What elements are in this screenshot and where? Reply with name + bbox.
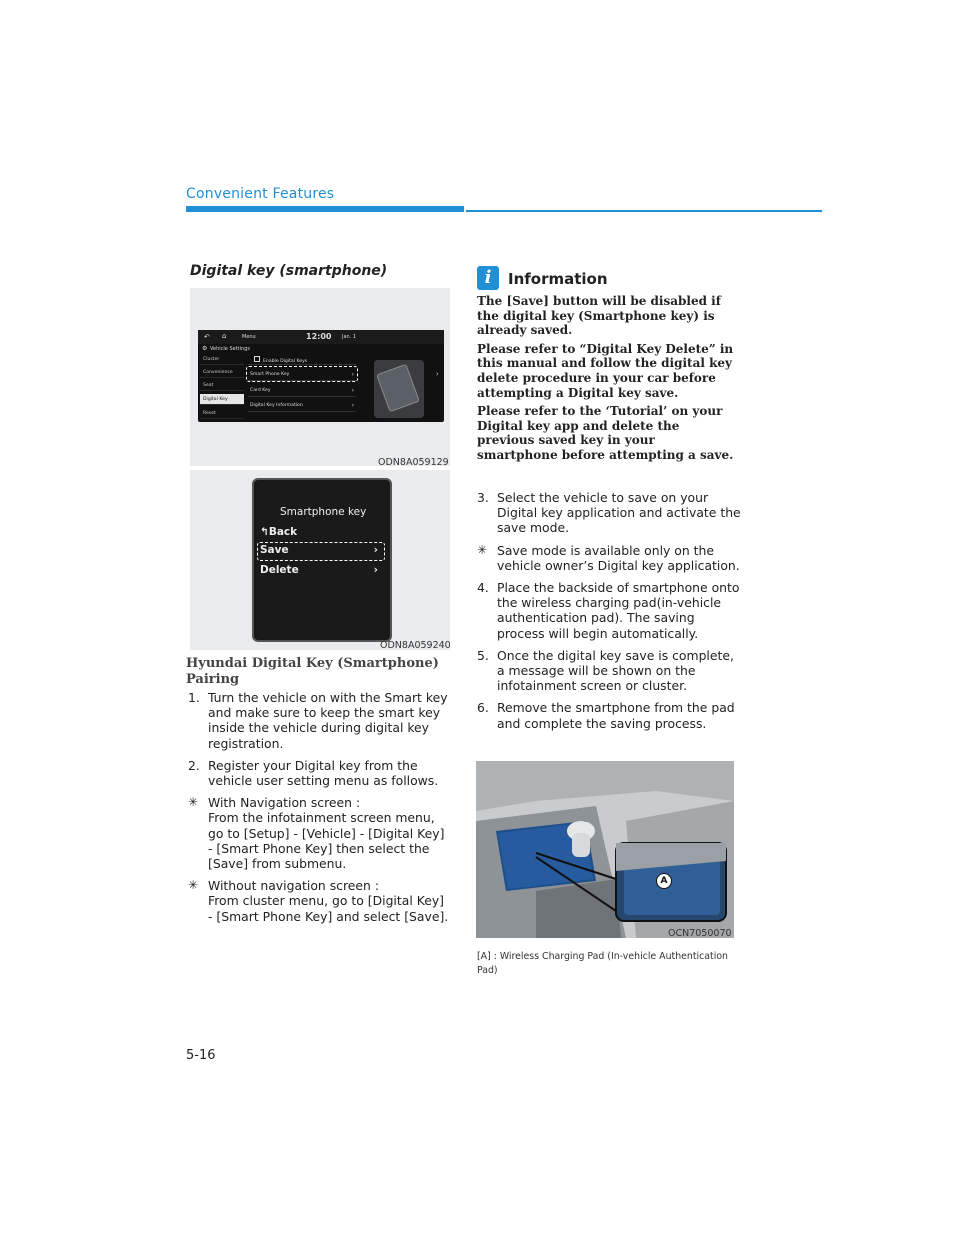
step-number: 4. (477, 580, 489, 596)
note-text: From the infotainment screen menu, go to [Setup] - [Vehicle] - [Digital Key] - [Smart Phone Key] then select the [Save] from submenu. (208, 810, 445, 872)
back-icon: ↶ (204, 333, 210, 341)
gear-icon: ⚙ (202, 345, 208, 352)
step-text: Place the backside of smartphone onto the wireless charging pad(in-vehicle authentication pad). The saving process will begin automatically. (497, 580, 740, 641)
row-digital-key-information: Digital Key Information › (248, 399, 356, 412)
step-number: 6. (477, 700, 489, 716)
infotainment-screen (198, 330, 444, 422)
side-item-convenience: Convenience (200, 367, 244, 378)
figure-code: ODN8A059240 (380, 640, 451, 651)
row-enable-digital-keys: Enable Digital Keys (248, 352, 356, 365)
running-header: Convenient Features (186, 186, 335, 202)
list-item (475, 543, 741, 573)
list-item (475, 700, 741, 730)
menu-label: Menu (242, 334, 256, 340)
info-title: Information (508, 270, 608, 288)
marker-a: A (656, 873, 672, 889)
info-body (477, 294, 739, 467)
chevron-right-icon: › (351, 387, 354, 394)
list-item (186, 795, 452, 871)
phone-shape (376, 364, 420, 413)
figure-charging-pad (476, 761, 734, 938)
step-text: Register your Digital key from the vehicle user setting menu as follows. (208, 757, 439, 789)
step-text: Once the digital key save is complete, a message will be shown on the infotainment screen or cluster. (497, 647, 734, 694)
chevron-right-icon: › (373, 564, 378, 576)
phone-illustration (374, 360, 424, 418)
list-item (186, 690, 452, 751)
page-number: 5-16 (186, 1048, 216, 1063)
list-item (475, 490, 741, 536)
chevron-right-icon: › (351, 402, 354, 409)
asterisk-icon: ✳ (188, 795, 199, 810)
note-title: Without navigation screen : (208, 878, 380, 894)
figure-code: ODN8A059129 (378, 457, 449, 468)
info-icon: i (477, 266, 499, 290)
step-number: 3. (477, 490, 489, 505)
cluster-title: Smartphone key (280, 506, 367, 518)
back-arrow-icon: ↰ (260, 526, 269, 538)
clock-date: Jan. 1 (342, 334, 357, 340)
asterisk-icon: ✳ (477, 542, 488, 557)
section-title: Digital key (smartphone) (190, 263, 388, 279)
row-smart-phone-key: Smart Phone Key › (248, 368, 356, 381)
asterisk-icon: ✳ (188, 878, 199, 893)
step-text: Select the vehicle to save on your Digital key application and activate the save mode. (497, 490, 741, 536)
list-item (186, 758, 452, 788)
console-illustration (476, 761, 734, 938)
row-card-key: Card Key › (248, 384, 356, 397)
highlight-smart-phone-key (246, 366, 358, 382)
cluster-back-row: ↰Back (260, 526, 298, 538)
note-title: With Navigation screen : (208, 795, 361, 811)
side-item-seat: Seat (200, 380, 244, 391)
checkbox-icon (254, 356, 260, 362)
side-item-digital-key: Digital Key (200, 394, 244, 405)
step-text: Remove the smartphone from the pad and complete the saving process. (497, 700, 735, 731)
highlight-save (257, 542, 385, 561)
header-rule-thick (186, 206, 464, 212)
info-paragraph: Please refer to “Digital Key Delete” in this manual and follow the digital key delete procedure in your car before attempting a Digital key save. (477, 341, 734, 400)
clock-time: 12:00 (306, 332, 332, 341)
list-item (475, 580, 741, 641)
cluster-screen (252, 478, 392, 642)
info-paragraph: Please refer to the ‘Tutorial’ on your Digital key app and delete the previous saved key in your smartphone before attempting a save. (477, 404, 734, 462)
step-number: 2. (188, 757, 200, 773)
note-text: From cluster menu, go to [Digital Key] - [Smart Phone Key] and select [Save]. (208, 893, 449, 924)
caption-text: [A] : Wireless Charging Pad (In-vehicle Authentication Pad) (477, 951, 728, 976)
chevron-right-icon: › (373, 544, 378, 556)
list-item (186, 878, 452, 924)
header-rule-thin (466, 210, 822, 212)
chevron-right-icon: › (351, 371, 354, 378)
step-number: 1. (188, 690, 200, 705)
save-steps (475, 490, 741, 738)
pairing-heading: Hyundai Digital Key (Smartphone) Pairing (186, 656, 439, 687)
cluster-delete-row: Delete › (260, 564, 378, 576)
note-text: Save mode is available only on the vehicle owner’s Digital key application. (497, 542, 740, 573)
home-icon: ⌂ (222, 332, 227, 340)
list-item (475, 648, 741, 694)
info-paragraph: The [Save] button will be disabled if the digital key (Smartphone key) is already saved. (477, 294, 721, 338)
figure-caption (477, 950, 739, 978)
cluster-save-row: Save › (260, 544, 378, 556)
chevron-right-icon: › (436, 370, 439, 378)
side-item-cluster: Cluster (200, 354, 244, 365)
pairing-steps (186, 690, 452, 931)
figure-code: OCN7050070 (668, 928, 732, 939)
side-item-reset: Reset (200, 408, 244, 419)
step-number: 5. (477, 647, 489, 663)
settings-title: Vehicle Settings (210, 346, 250, 352)
step-text: Turn the vehicle on with the Smart key and make sure to keep the smart key inside the vehicle during digital key registration. (208, 690, 448, 751)
